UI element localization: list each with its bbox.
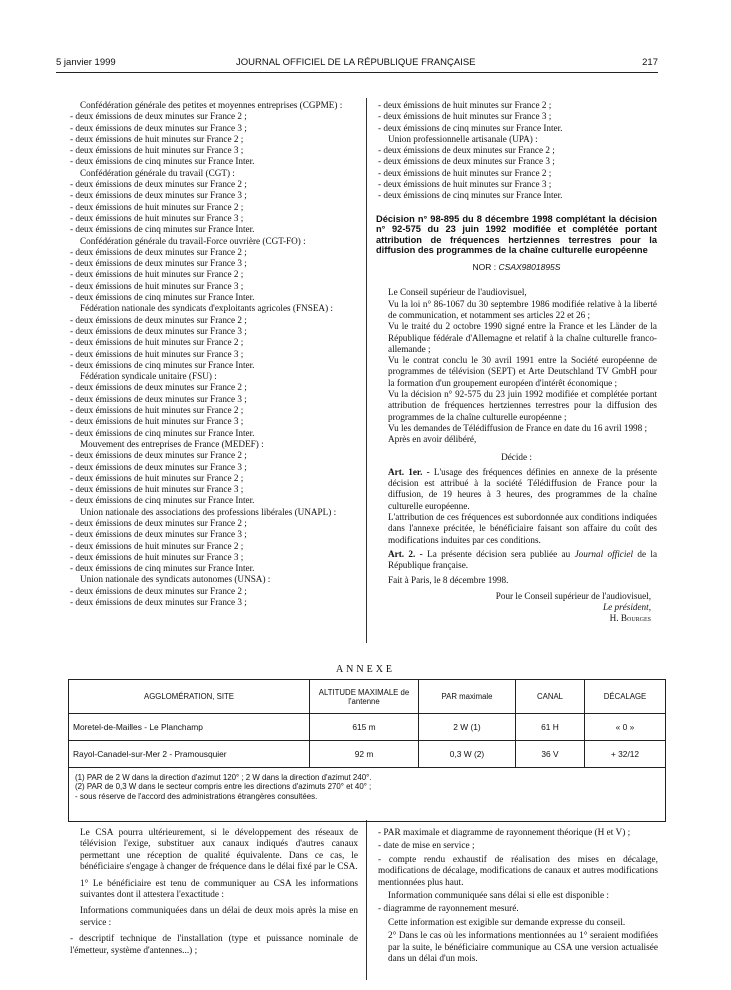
broadcast-item: - deux émissions de deux minutes sur France 3 ; — [378, 156, 555, 167]
table-row — [69, 741, 665, 768]
visa-paragraph: Vu la décision n° 92-575 du 23 juin 1992 modifiée et complétée portant attribution de fréquences hertziennes terrestres pour la diffusion des programmes de la chaîne culturelle européenne ; — [388, 389, 657, 422]
cell-decalage: « 0 » — [585, 714, 666, 741]
broadcast-item: - deux émissions de huit minutes sur France 2 ; — [70, 540, 244, 551]
broadcast-item: - deux émissions de cinq minutes sur France Inter. — [70, 292, 255, 303]
annexe-note: (2) PAR de 0,3 W dans le secteur compris entre les directions d'azimuts 270° et 40° ; — [75, 782, 372, 792]
visa-paragraph: Vu les demandes de Télédiffusion de France en date du 16 avril 1998 ; — [388, 422, 648, 433]
nor-label: NOR : — [472, 262, 497, 273]
annexe-note: - sous réserve de l'accord des administrations étrangères consultées. — [75, 791, 318, 801]
organisation-heading: Confédération générale des petites et moyennes entreprises (CGPME) : — [80, 100, 343, 110]
decision-title: Décision n° 98-895 du 8 décembre 1998 complétant la décision n° 92-575 du 23 juin 1992 modifiée et complétée portant attribution de fréquences hertziennes terrestres pour la diffusion des programmes de la chaîne culturelle européenne — [376, 213, 657, 256]
broadcast-item: - deux émissions de huit minutes sur France 3 ; — [378, 179, 552, 190]
cell-canal: 36 V — [516, 741, 585, 768]
broadcast-item: - deux émissions de cinq minutes sur France Inter. — [70, 224, 255, 235]
annexe-table-header — [69, 680, 665, 714]
nor-reference — [376, 262, 657, 273]
organisation-heading: Mouvement des entreprises de France (MEDEF) : — [80, 438, 264, 449]
body-paragraph: - date de mise en service ; — [378, 841, 475, 852]
organisation-heading: Confédération générale du travail-Force ouvrière (CGT-FO) : — [80, 235, 306, 246]
left-column — [68, 100, 356, 608]
page-header — [56, 57, 658, 71]
visa-paragraph: Vu le contrat conclu le 30 avril 1991 entre la Société européenne de programmes de télévision (SEPT) et Arte Deutschland TV GmbH pour la formation d'un groupement européen d'intérêt économique ; — [388, 355, 657, 388]
decide-label: Décide : — [501, 451, 532, 462]
cell-altitude: 615 m — [310, 714, 419, 741]
visa-paragraph: Le Conseil supérieur de l'audiovisuel, — [388, 287, 527, 298]
body-paragraph: Le CSA pourra ultérieurement, si le développement des réseaux de télévision l'exige, substituer aux canaux indiqués d'autres canaux permettant une réception de qualité équivalente. Dans ce cas, le bénéficiaire s'engage à changer de fréquence dans le délai fixé par le CSA. — [80, 828, 358, 873]
header-par: PAR maximale — [419, 680, 516, 714]
broadcast-item: - deux émissions de deux minutes sur France 3 ; — [70, 258, 247, 269]
broadcast-item: - deux émissions de deux minutes sur France 2 ; — [70, 111, 247, 122]
signature-for: Pour le Conseil supérieur de l'audiovisuel, — [495, 590, 651, 601]
header-rule — [56, 72, 658, 73]
broadcast-item: - deux émissions de huit minutes sur France 2 ; — [70, 405, 244, 416]
broadcast-item: - deux émissions de huit minutes sur France 2 ; — [378, 167, 552, 178]
annexe-table-box — [68, 679, 666, 822]
broadcast-item: - deux émissions de cinq minutes sur France Inter. — [70, 563, 255, 574]
article-1-text: L'usage des fréquences définies en annexe de la présente décision est attribué à la société Télédiffusion de France pour la diffusion, de 19 heures à 3 heures, des programmes de la chaîne culturelle européenne. — [388, 466, 658, 511]
signature-name: H. Bourges — [609, 613, 651, 624]
organisation-heading: Confédération générale du travail (CGT) : — [80, 167, 235, 178]
signature-title — [376, 602, 657, 613]
body-paragraph: Information communiquée sans délai si elle est disponible : — [388, 891, 610, 902]
body-paragraph: Cette information est exigible sur demande expresse du conseil. — [388, 917, 626, 928]
annexe-notes — [69, 768, 665, 806]
broadcast-item: - deux émissions de cinq minutes sur France Inter. — [378, 190, 563, 201]
article-2-label: Art. 2. - — [388, 548, 423, 559]
article-2-journal: Journal officiel — [574, 548, 634, 559]
broadcast-item: - deux émissions de deux minutes sur France 3 ; — [70, 461, 247, 472]
done-at: Fait à Paris, le 8 décembre 1998. — [388, 575, 509, 586]
header-altitude: ALTITUDE MAXIMALE de l'antenne — [310, 680, 419, 714]
body-paragraph: 1° Le bénéficiaire est tenu de communiquer au CSA les informations suivantes dont il attestera l'exactitude : — [80, 878, 358, 901]
annexe-table — [69, 680, 665, 768]
organisation-heading: Fédération syndicale unitaire (FSU) : — [80, 371, 217, 382]
broadcast-item: - deux émissions de huit minutes sur France 3 ; — [70, 280, 244, 291]
organisation-heading: Union nationale des syndicats autonomes (UNSA) : — [80, 574, 271, 585]
body-paragraph: Informations communiquées dans un délai de deux mois après la mise en service : — [80, 906, 358, 928]
column-divider — [366, 98, 367, 643]
right-column — [376, 100, 657, 625]
body-paragraph: - diagramme de rayonnement mesuré. — [378, 904, 519, 915]
broadcast-item: - deux émissions de deux minutes sur France 2 ; — [70, 246, 247, 257]
broadcast-item: - deux émissions de deux minutes sur France 3 ; — [70, 597, 247, 608]
broadcast-item: - deux émissions de deux minutes sur France 2 ; — [70, 382, 247, 393]
nor-code: CSAX9801895S — [498, 262, 561, 273]
broadcast-item: - deux émissions de huit minutes sur France 3 ; — [70, 348, 244, 359]
cell-decalage: + 32/12 — [585, 741, 666, 768]
bottom-right-column — [376, 828, 658, 967]
broadcast-item: - deux émissions de deux minutes sur France 2 ; — [70, 314, 247, 325]
visa-paragraph: Vu le traité du 2 octobre 1990 signé entre la France et les Länder de la République fédérale d'Allemagne et relatif à la chaîne culturelle franco-allemande ; — [388, 321, 657, 354]
broadcast-item: - deux émissions de cinq minutes sur France Inter. — [70, 495, 255, 506]
header-canal: CANAL — [516, 680, 585, 714]
broadcast-item: - deux émissions de huit minutes sur France 3 ; — [70, 551, 244, 562]
broadcast-item: - deux émissions de deux minutes sur France 3 ; — [70, 122, 247, 133]
body-paragraph: - compte rendu exhaustif de réalisation des mises en décalage, modifications de décalage, modifications de canaux et autres modifications mentionnées plus haut. — [378, 854, 658, 888]
body-paragraph: 2° Dans le cas où les informations mentionnées au 1° seraient modifiées par la suite, le bénéficiaire communique au CSA une version actualisée dans un délai d'un mois. — [388, 931, 658, 965]
broadcast-item: - deux émissions de deux minutes sur France 3 ; — [70, 529, 247, 540]
bottom-column-divider — [366, 820, 367, 980]
table-row — [69, 714, 665, 741]
broadcast-item: - deux émissions de cinq minutes sur France Inter. — [70, 359, 255, 370]
broadcast-item: - deux émissions de huit minutes sur France 3 ; — [70, 416, 244, 427]
upa-org: Union professionnelle artisanale (UPA) : — [388, 133, 538, 144]
broadcast-item: - deux émissions de huit minutes sur France 3 ; — [378, 111, 552, 122]
article-2-text-a: La présente décision sera publiée au — [427, 548, 571, 559]
header-date: 5 janvier 1999 — [56, 57, 116, 68]
header-page-number: 217 — [642, 57, 658, 68]
signature-title-text: Le président, — [603, 602, 651, 613]
cell-par: 0,3 W (2) — [419, 741, 516, 768]
broadcast-item: - deux émissions de huit minutes sur France 3 ; — [70, 484, 244, 495]
broadcast-item: - deux émissions de deux minutes sur France 3 ; — [70, 190, 247, 201]
broadcast-item: - deux émissions de cinq minutes sur France Inter. — [70, 427, 255, 438]
organisation-heading: Union nationale des associations des professions libérales (UNAPL) : — [80, 506, 337, 517]
cell-canal: 61 H — [516, 714, 585, 741]
broadcast-item: - deux émissions de huit minutes sur France 2 ; — [70, 269, 244, 280]
broadcast-item: - deux émissions de deux minutes sur France 3 ; — [70, 393, 247, 404]
broadcast-item: - deux émissions de huit minutes sur France 3 ; — [70, 145, 244, 156]
broadcast-item: - deux émissions de deux minutes sur France 2 ; — [70, 585, 247, 596]
article-2 — [376, 549, 657, 572]
broadcast-item: - deux émissions de deux minutes sur France 2 ; — [378, 145, 555, 156]
broadcast-item: - deux émissions de deux minutes sur France 3 ; — [70, 325, 247, 336]
cell-site: Rayol-Canadel-sur-Mer 2 - Pramousquier — [69, 741, 310, 768]
broadcast-item: - deux émissions de huit minutes sur France 2 ; — [70, 133, 244, 144]
broadcast-item: - deux émissions de huit minutes sur France 2 ; — [70, 201, 244, 212]
article-1-label: Art. 1er. - — [388, 466, 430, 477]
article-2-text-b: de la République française. — [388, 548, 658, 571]
article-1 — [376, 467, 657, 512]
body-paragraph: - PAR maximale et diagramme de rayonnement théorique (H et V) ; — [378, 828, 631, 838]
bottom-left-column — [68, 828, 358, 962]
broadcast-item: - deux émissions de huit minutes sur France 2 ; — [70, 472, 244, 483]
body-paragraph: - descriptif technique de l'installation (type et puissance nominale de l'émetteur, système d'antennes...) ; — [70, 934, 358, 956]
broadcast-item: - deux émissions de huit minutes sur France 2 ; — [70, 337, 244, 348]
visa-paragraph: Vu la loi n° 86-1067 du 30 septembre 1986 modifiée relative à la liberté de communication, et notamment ses articles 22 et 26 ; — [388, 298, 657, 320]
broadcast-item: - deux émissions de cinq minutes sur France Inter. — [70, 156, 255, 167]
organisation-heading: Fédération nationale des syndicats d'exploitants agricoles (FNSEA) : — [80, 303, 333, 314]
broadcast-item: - deux émissions de deux minutes sur France 2 ; — [70, 517, 247, 528]
header-journal-title: JOURNAL OFFICIEL DE LA RÉPUBLIQUE FRANÇAISE — [236, 57, 476, 68]
broadcast-item: - deux émissions de deux minutes sur France 2 ; — [70, 450, 247, 461]
broadcast-item: - deux émissions de cinq minutes sur France Inter. — [378, 122, 563, 133]
header-site: AGGLOMÉRATION, SITE — [69, 680, 310, 714]
header-decalage: DÉCALAGE — [585, 680, 666, 714]
cell-par: 2 W (1) — [419, 714, 516, 741]
broadcast-item: - deux émissions de huit minutes sur France 3 ; — [70, 212, 244, 223]
broadcast-item: - deux émissions de huit minutes sur France 2 ; — [378, 100, 552, 110]
annexe-title: ANNEXE — [335, 664, 396, 675]
cell-altitude: 92 m — [310, 741, 419, 768]
annexe-note: (1) PAR de 2 W dans la direction d'azimut 120° ; 2 W dans la direction d'azimut 240°. — [75, 773, 372, 782]
cell-site: Moretel-de-Mailles - Le Planchamp — [69, 714, 310, 741]
article-1-para2: L'attribution de ces fréquences est subordonnée aux conditions indiquées dans l'annexe précitée, le bénéficiaire faisant son affaire du coût des modifications induites par ces conditions. — [388, 511, 657, 545]
broadcast-item: - deux émissions de deux minutes sur France 2 ; — [70, 179, 247, 190]
visa-paragraph: Après en avoir délibéré, — [388, 434, 477, 445]
